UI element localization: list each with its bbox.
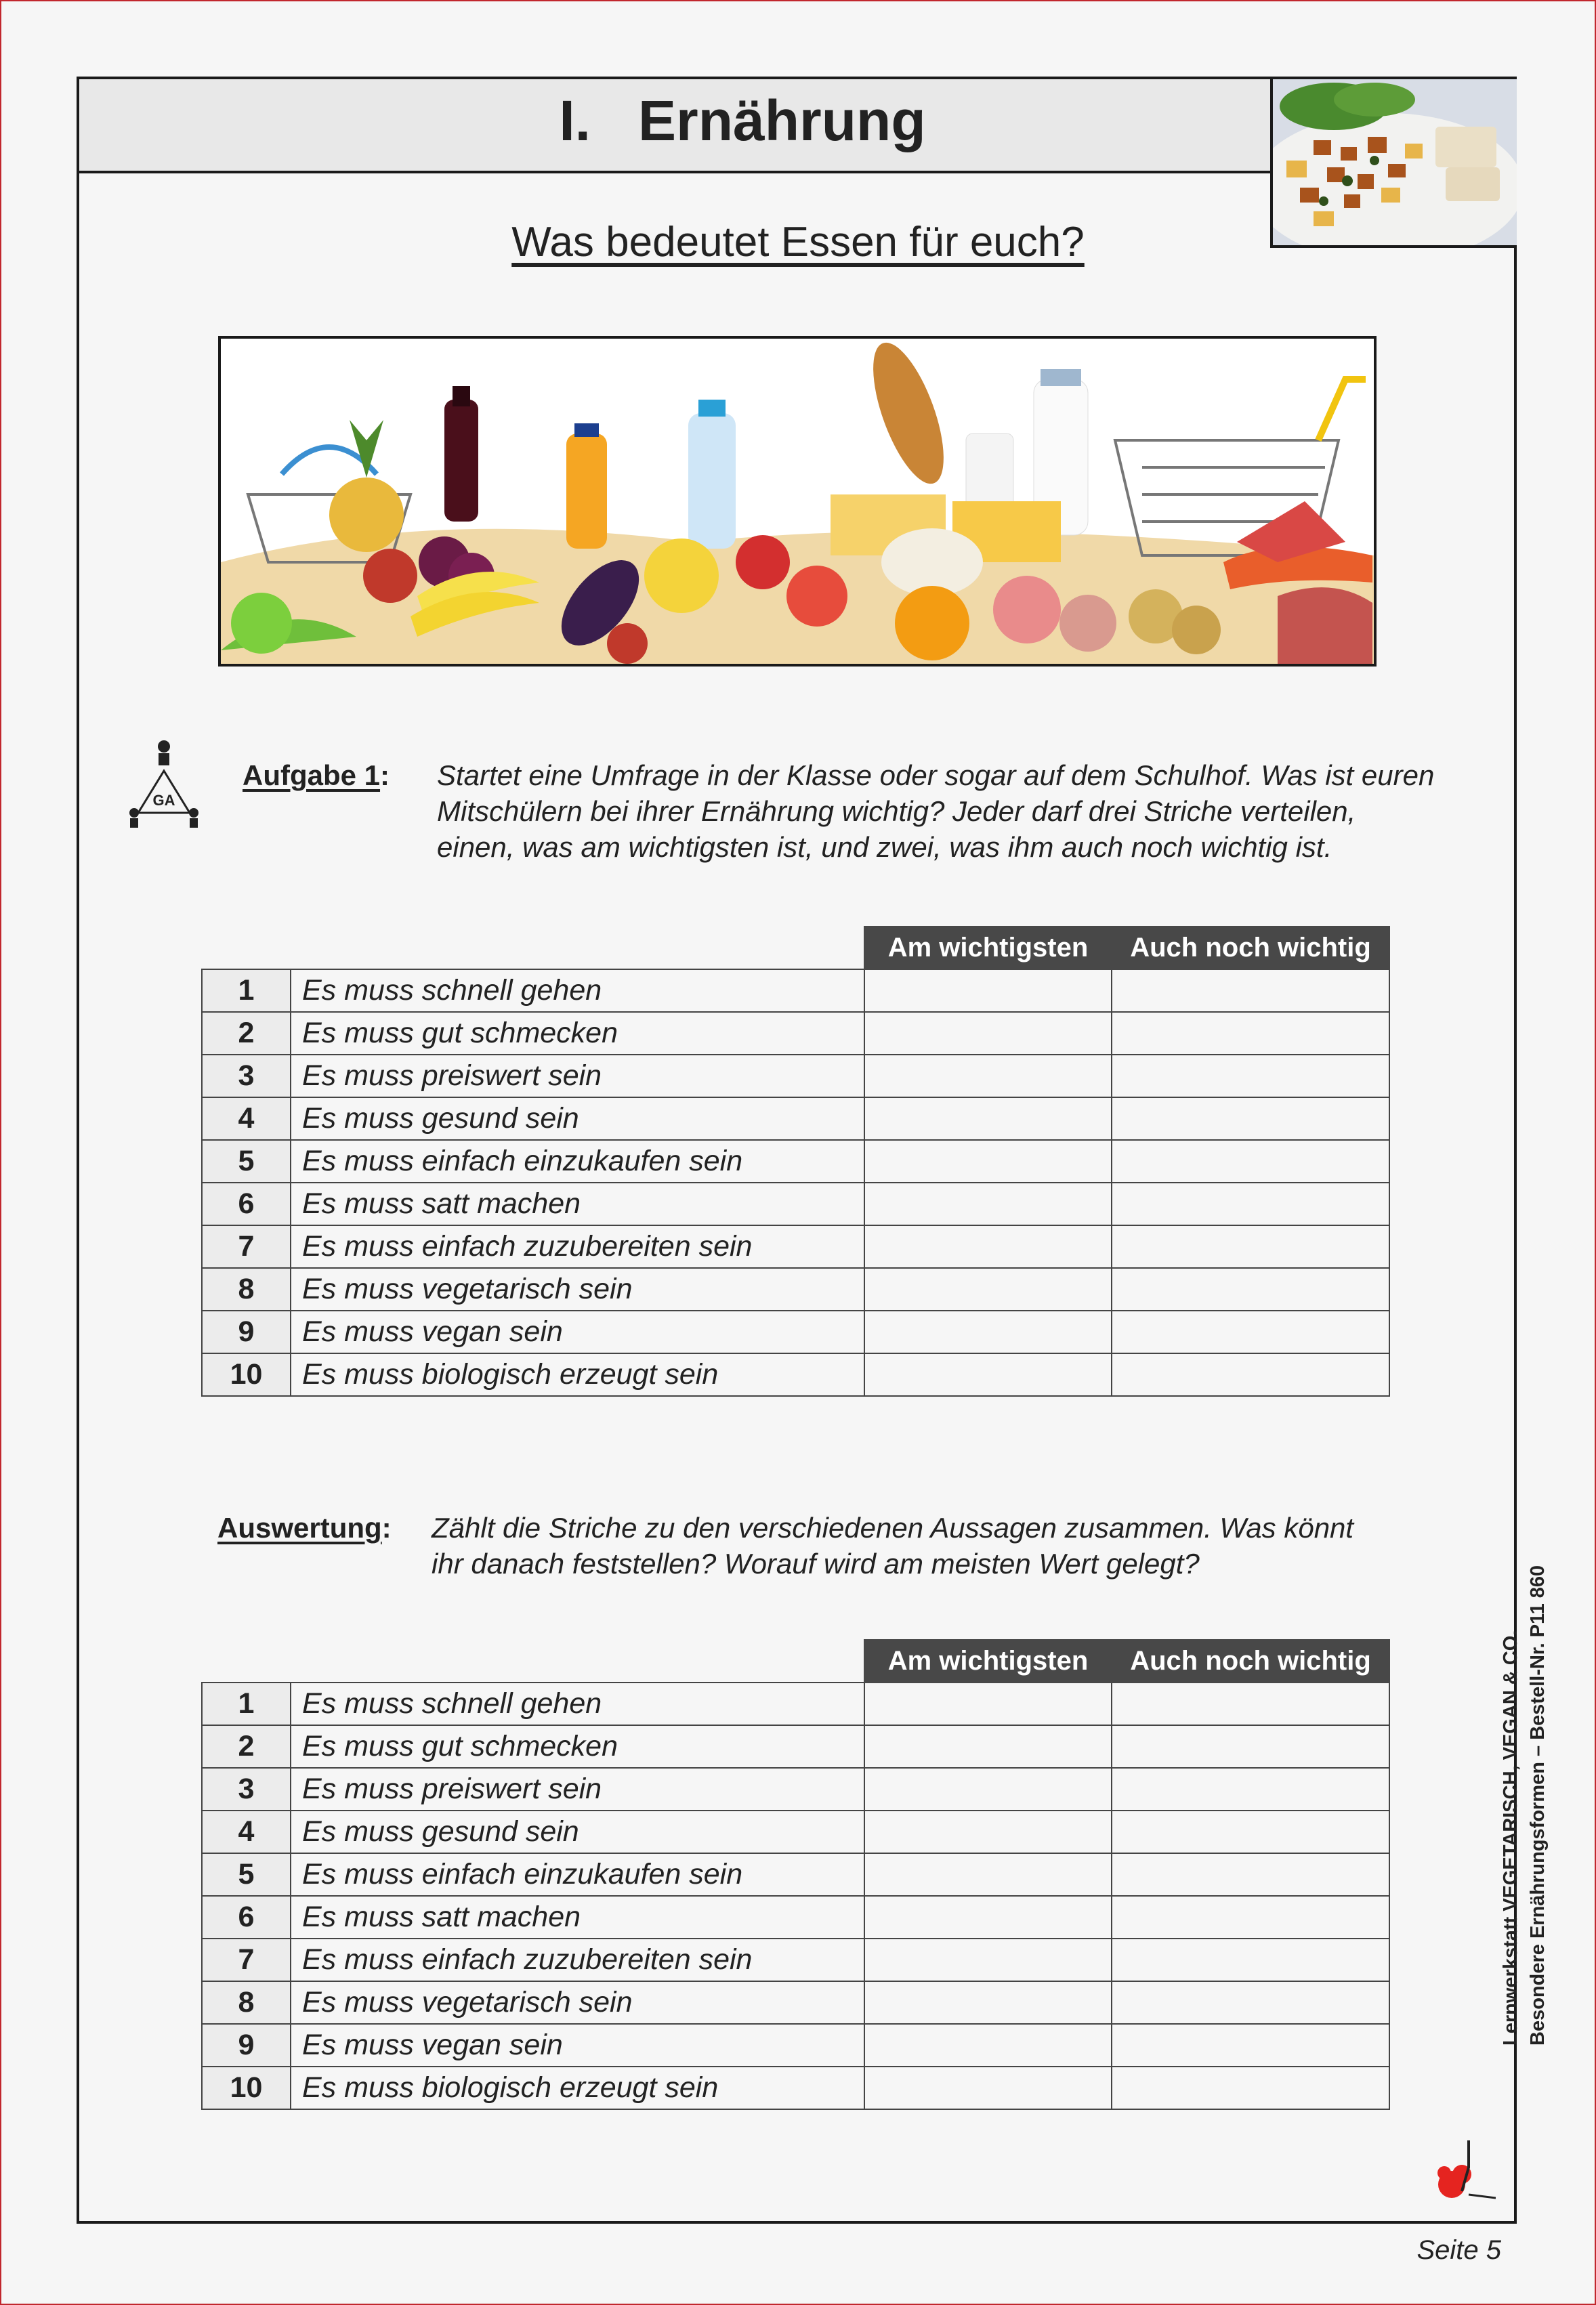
- row-number: 9: [202, 1311, 291, 1353]
- row-number: 4: [202, 1097, 291, 1140]
- row-statement: Es muss einfach einzukaufen sein: [291, 1853, 864, 1896]
- row-number: 8: [202, 1981, 291, 2024]
- tally-cell-also-important[interactable]: [1112, 1225, 1389, 1268]
- tally-cell-most-important[interactable]: [864, 1097, 1112, 1140]
- tally-cell-also-important[interactable]: [1112, 1268, 1389, 1311]
- tally-cell-most-important[interactable]: [864, 1811, 1112, 1853]
- row-number: 10: [202, 2067, 291, 2109]
- header-most-important: Am wichtigsten: [864, 927, 1112, 969]
- row-number: 7: [202, 1939, 291, 1981]
- header-also-important: Auch noch wichtig: [1112, 927, 1389, 969]
- row-number: 7: [202, 1225, 291, 1268]
- tally-cell-most-important[interactable]: [864, 1012, 1112, 1055]
- tally-cell-also-important[interactable]: [1112, 1097, 1389, 1140]
- row-statement: Es muss einfach zuzubereiten sein: [291, 1939, 864, 1981]
- subtitle: Was bedeutet Essen für euch?: [511, 219, 1085, 266]
- table-row: [202, 1012, 1389, 1055]
- tally-cell-most-important[interactable]: [864, 1725, 1112, 1768]
- row-statement: Es muss gesund sein: [291, 1811, 864, 1853]
- page-number: Seite 5: [1416, 2235, 1501, 2265]
- tally-cell-also-important[interactable]: [1112, 1896, 1389, 1939]
- row-statement: Es muss gut schmecken: [291, 1012, 864, 1055]
- row-statement: Es muss vegetarisch sein: [291, 1981, 864, 2024]
- tally-cell-most-important[interactable]: [864, 2024, 1112, 2067]
- tally-cell-most-important[interactable]: [864, 1939, 1112, 1981]
- evaluation-line: Zählt die Striche zu den verschiedenen Aussagen zusammen. Was könnt: [432, 1512, 1354, 1544]
- series-subtitle: Besondere Ernährungsformen – Bestell-Nr. P11 860: [1527, 1565, 1549, 2046]
- tally-cell-also-important[interactable]: [1112, 1811, 1389, 1853]
- tally-cell-most-important[interactable]: [864, 1183, 1112, 1225]
- tally-cell-also-important[interactable]: [1112, 1725, 1389, 1768]
- table-row: [202, 1896, 1389, 1939]
- table-row: [202, 1225, 1389, 1268]
- row-statement: Es muss satt machen: [291, 1896, 864, 1939]
- row-number: 2: [202, 1012, 291, 1055]
- chapter-title: Ernährung: [638, 89, 926, 152]
- tally-cell-also-important[interactable]: [1112, 1853, 1389, 1896]
- row-statement: Es muss gesund sein: [291, 1097, 864, 1140]
- table-row: [202, 1140, 1389, 1183]
- header-also-important: Auch noch wichtig: [1112, 1640, 1389, 1683]
- evaluation-text: [432, 1510, 1353, 1582]
- tally-cell-most-important[interactable]: [864, 1311, 1112, 1353]
- tally-cell-also-important[interactable]: [1112, 2024, 1389, 2067]
- tally-cell-most-important[interactable]: [864, 1853, 1112, 1896]
- table-row: [202, 1311, 1389, 1353]
- tally-cell-also-important[interactable]: [1112, 1981, 1389, 2024]
- tally-cell-also-important[interactable]: [1112, 969, 1389, 1012]
- tally-cell-most-important[interactable]: [864, 969, 1112, 1012]
- publisher-logo: [1435, 2059, 1496, 2205]
- row-statement: Es muss schnell gehen: [291, 969, 864, 1012]
- series-title: Lernwerkstatt VEGETARISCH, VEGAN & CO.: [1500, 1630, 1521, 2046]
- task1-line: Mitschülern bei ihrer Ernährung wichtig? Jeder darf drei Striche verteilen,: [437, 795, 1356, 827]
- task1-text: [437, 757, 1434, 865]
- tally-cell-most-important[interactable]: [864, 1981, 1112, 2024]
- row-statement: Es muss preiswert sein: [291, 1768, 864, 1811]
- tally-cell-also-important[interactable]: [1112, 1140, 1389, 1183]
- table-row: [202, 1097, 1389, 1140]
- row-number: 3: [202, 1055, 291, 1097]
- tally-cell-most-important[interactable]: [864, 1268, 1112, 1311]
- tally-cell-most-important[interactable]: [864, 1055, 1112, 1097]
- row-number: 2: [202, 1725, 291, 1768]
- table-row: [202, 1268, 1389, 1311]
- evaluation-line: ihr danach feststellen? Worauf wird am meisten Wert gelegt?: [432, 1548, 1200, 1580]
- row-number: 9: [202, 2024, 291, 2067]
- row-statement: Es muss einfach einzukaufen sein: [291, 1140, 864, 1183]
- row-statement: Es muss schnell gehen: [291, 1683, 864, 1725]
- table-row: [202, 1939, 1389, 1981]
- table-row: [202, 1768, 1389, 1811]
- row-number: 1: [202, 969, 291, 1012]
- group-work-label: GA: [152, 792, 175, 809]
- row-number: 1: [202, 1683, 291, 1725]
- row-number: 3: [202, 1768, 291, 1811]
- task1-line: Startet eine Umfrage in der Klasse oder sogar auf dem Schulhof. Was ist euren: [437, 759, 1435, 791]
- evaluation-label: Auswertung:: [217, 1512, 392, 1544]
- table-row: [202, 969, 1389, 1012]
- row-number: 6: [202, 1896, 291, 1939]
- row-statement: Es muss vegan sein: [291, 2024, 864, 2067]
- row-statement: Es muss biologisch erzeugt sein: [291, 2067, 864, 2109]
- groceries-banner: [218, 336, 1377, 667]
- tally-cell-also-important[interactable]: [1112, 1055, 1389, 1097]
- task1-label: Aufgabe 1:: [243, 759, 390, 791]
- row-statement: Es muss vegan sein: [291, 1311, 864, 1353]
- task1-line: einen, was am wichtigsten ist, und zwei, was ihm auch noch wichtig ist.: [437, 831, 1332, 863]
- tally-cell-most-important[interactable]: [864, 1896, 1112, 1939]
- table-row: [202, 1353, 1389, 1396]
- tally-cell-most-important[interactable]: [864, 1140, 1112, 1183]
- tally-cell-also-important[interactable]: [1112, 1683, 1389, 1725]
- series-info: [1497, 1565, 1551, 2046]
- table-row: [202, 1183, 1389, 1225]
- tally-cell-most-important[interactable]: [864, 1768, 1112, 1811]
- table-row: [202, 1853, 1389, 1896]
- table-row: [202, 1981, 1389, 2024]
- table-row: [202, 1811, 1389, 1853]
- table-row: [202, 2024, 1389, 2067]
- row-number: 5: [202, 1853, 291, 1896]
- row-number: 8: [202, 1268, 291, 1311]
- tally-cell-also-important[interactable]: [1112, 1353, 1389, 1396]
- tally-cell-most-important[interactable]: [864, 1353, 1112, 1396]
- tally-cell-also-important[interactable]: [1112, 1012, 1389, 1055]
- table-row: [202, 2067, 1389, 2109]
- row-number: 10: [202, 1353, 291, 1396]
- group-work-icon: [127, 737, 201, 828]
- tally-cell-most-important[interactable]: [864, 1683, 1112, 1725]
- tally-cell-also-important[interactable]: [1112, 1768, 1389, 1811]
- tally-cell-also-important[interactable]: [1112, 1311, 1389, 1353]
- tally-cell-most-important[interactable]: [864, 2067, 1112, 2109]
- header-most-important: Am wichtigsten: [864, 1640, 1112, 1683]
- row-statement: Es muss gut schmecken: [291, 1725, 864, 1768]
- row-statement: Es muss satt machen: [291, 1183, 864, 1225]
- row-statement: Es muss preiswert sein: [291, 1055, 864, 1097]
- survey-table: [201, 926, 1390, 1397]
- tally-cell-also-important[interactable]: [1112, 2067, 1389, 2109]
- table-row: [202, 1055, 1389, 1097]
- tally-cell-most-important[interactable]: [864, 1225, 1112, 1268]
- tally-cell-also-important[interactable]: [1112, 1183, 1389, 1225]
- row-number: 5: [202, 1140, 291, 1183]
- row-statement: Es muss vegetarisch sein: [291, 1268, 864, 1311]
- page-title: [79, 88, 1406, 154]
- table-row: [202, 1683, 1389, 1725]
- tally-cell-also-important[interactable]: [1112, 1939, 1389, 1981]
- row-number: 6: [202, 1183, 291, 1225]
- row-number: 4: [202, 1811, 291, 1853]
- row-statement: Es muss einfach zuzubereiten sein: [291, 1225, 864, 1268]
- chapter-number: I.: [559, 89, 591, 152]
- row-statement: Es muss biologisch erzeugt sein: [291, 1353, 864, 1396]
- table-row: [202, 1725, 1389, 1768]
- evaluation-table: [201, 1639, 1390, 2110]
